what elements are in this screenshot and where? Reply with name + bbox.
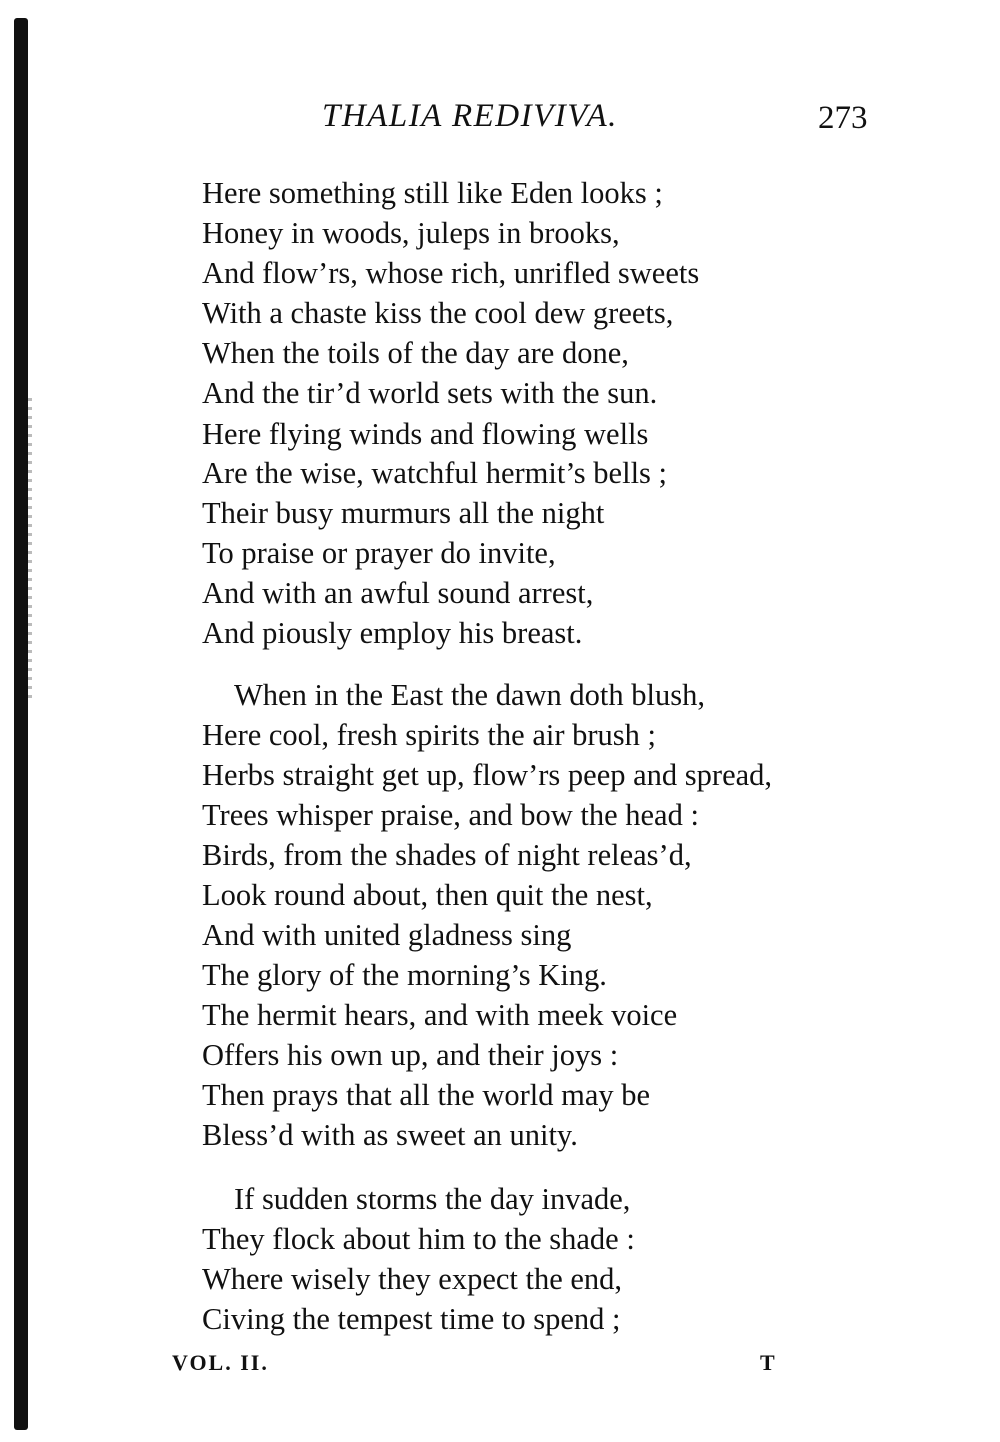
poem-line: The glory of the morning’s King.	[202, 958, 607, 992]
poem-line: They flock about him to the shade :	[202, 1222, 635, 1256]
volume-signature: VOL. II.	[172, 1350, 269, 1375]
poem-line: Here flying winds and flowing wells	[202, 417, 649, 451]
poem-line: Trees whisper praise, and bow the head :	[202, 798, 699, 832]
poem-line: And with an awful sound arrest,	[202, 576, 594, 610]
poem-line: Here cool, fresh spirits the air brush ;	[202, 718, 656, 752]
poem-line: Offers his own up, and their joys :	[202, 1038, 619, 1072]
poem-line: When the toils of the day are done,	[202, 336, 629, 370]
signature-letter: T	[760, 1350, 775, 1375]
poem-line: Civing the tempest time to spend ;	[202, 1302, 621, 1336]
running-head-title: THALIA REDIVIVA.	[322, 98, 618, 134]
poem-line: And piously employ his breast.	[202, 616, 583, 650]
poem-line: To praise or prayer do invite,	[202, 536, 556, 570]
page-binding-edge	[14, 18, 28, 1430]
poem-line: Their busy murmurs all the night	[202, 496, 605, 530]
poem-line: When in the East the dawn doth blush,	[234, 678, 705, 712]
poem-line: With a chaste kiss the cool dew greets,	[202, 296, 674, 330]
poem-line: The hermit hears, and with meek voice	[202, 998, 678, 1032]
poem-line: Bless’d with as sweet an unity.	[202, 1118, 578, 1152]
poem-line: And the tir’d world sets with the sun.	[202, 376, 658, 410]
page-number: 273	[818, 100, 868, 136]
poem-line: Here something still like Eden looks ;	[202, 176, 663, 210]
poem-line: And with united gladness sing	[202, 918, 572, 952]
poem-line: Look round about, then quit the nest,	[202, 878, 653, 912]
poem-line: Birds, from the shades of night releas’d,	[202, 838, 692, 872]
poem-line: Where wisely they expect the end,	[202, 1262, 623, 1296]
poem-line: If sudden storms the day invade,	[234, 1182, 631, 1216]
poem-line: And flow’rs, whose rich, unrifled sweets	[202, 256, 700, 290]
poem-line: Herbs straight get up, flow’rs peep and spread,	[202, 758, 773, 792]
poem-line: Honey in woods, juleps in brooks,	[202, 216, 620, 250]
poem-line: Then prays that all the world may be	[202, 1078, 651, 1112]
poem-line: Are the wise, watchful hermit’s bells ;	[202, 456, 668, 490]
